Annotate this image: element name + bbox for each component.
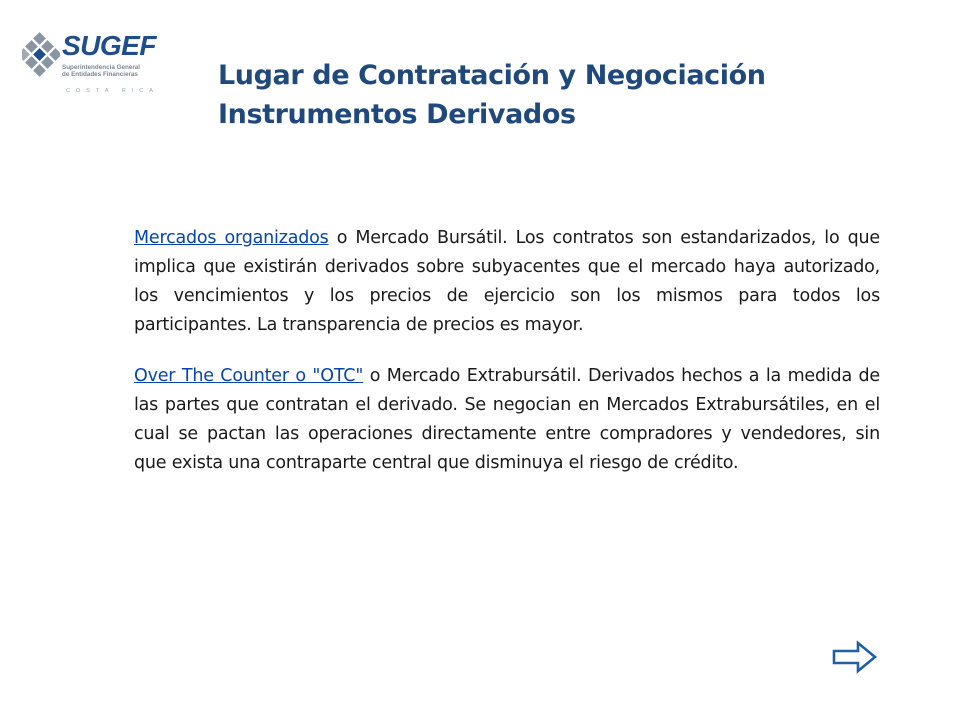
title-line-1: Lugar de Contratación y Negociación [218,60,766,91]
paragraph-text: o Mercado Extrabursátil. Derivados hechos a la medida de las partes que contratan el derivado. Se negocian en Mercados Extrabursátiles, en el cual se pactan las operaciones directamente entre compradores y vendedores, sin que exista una contraparte central que disminuya el riesgo de crédito. [134,366,880,473]
link-over-the-counter[interactable]: Over The Counter o "OTC" [134,366,364,386]
logo-country: COSTA RICA [66,88,159,94]
title-line-2: Instrumentos Derivados [218,99,576,130]
link-mercados-organizados[interactable]: Mercados organizados [134,228,329,248]
logo-wordmark: SUGEF [62,30,156,61]
logo-subtitle-line: de Entidades Financieras [62,71,138,79]
logo-subtitle [62,64,140,79]
paragraph-text: o Mercado Bursátil. Los contratos son estandarizados, lo que implica que existirán derivados sobre subyacentes que el mercado haya autorizado, los vencimientos y los precios de ejercicio son los mismos para todos los participantes. La transparencia de precios es mayor. [134,228,880,335]
paragraph-otc-markets [134,362,880,478]
diamond-logo-icon [22,32,60,80]
right-arrow-icon[interactable] [832,640,878,674]
slide-body [134,224,880,500]
slide-title [218,56,766,134]
sugef-logo [22,30,172,110]
logo-subtitle-line: Superintendencia General [62,64,141,71]
paragraph-organized-markets [134,224,880,340]
